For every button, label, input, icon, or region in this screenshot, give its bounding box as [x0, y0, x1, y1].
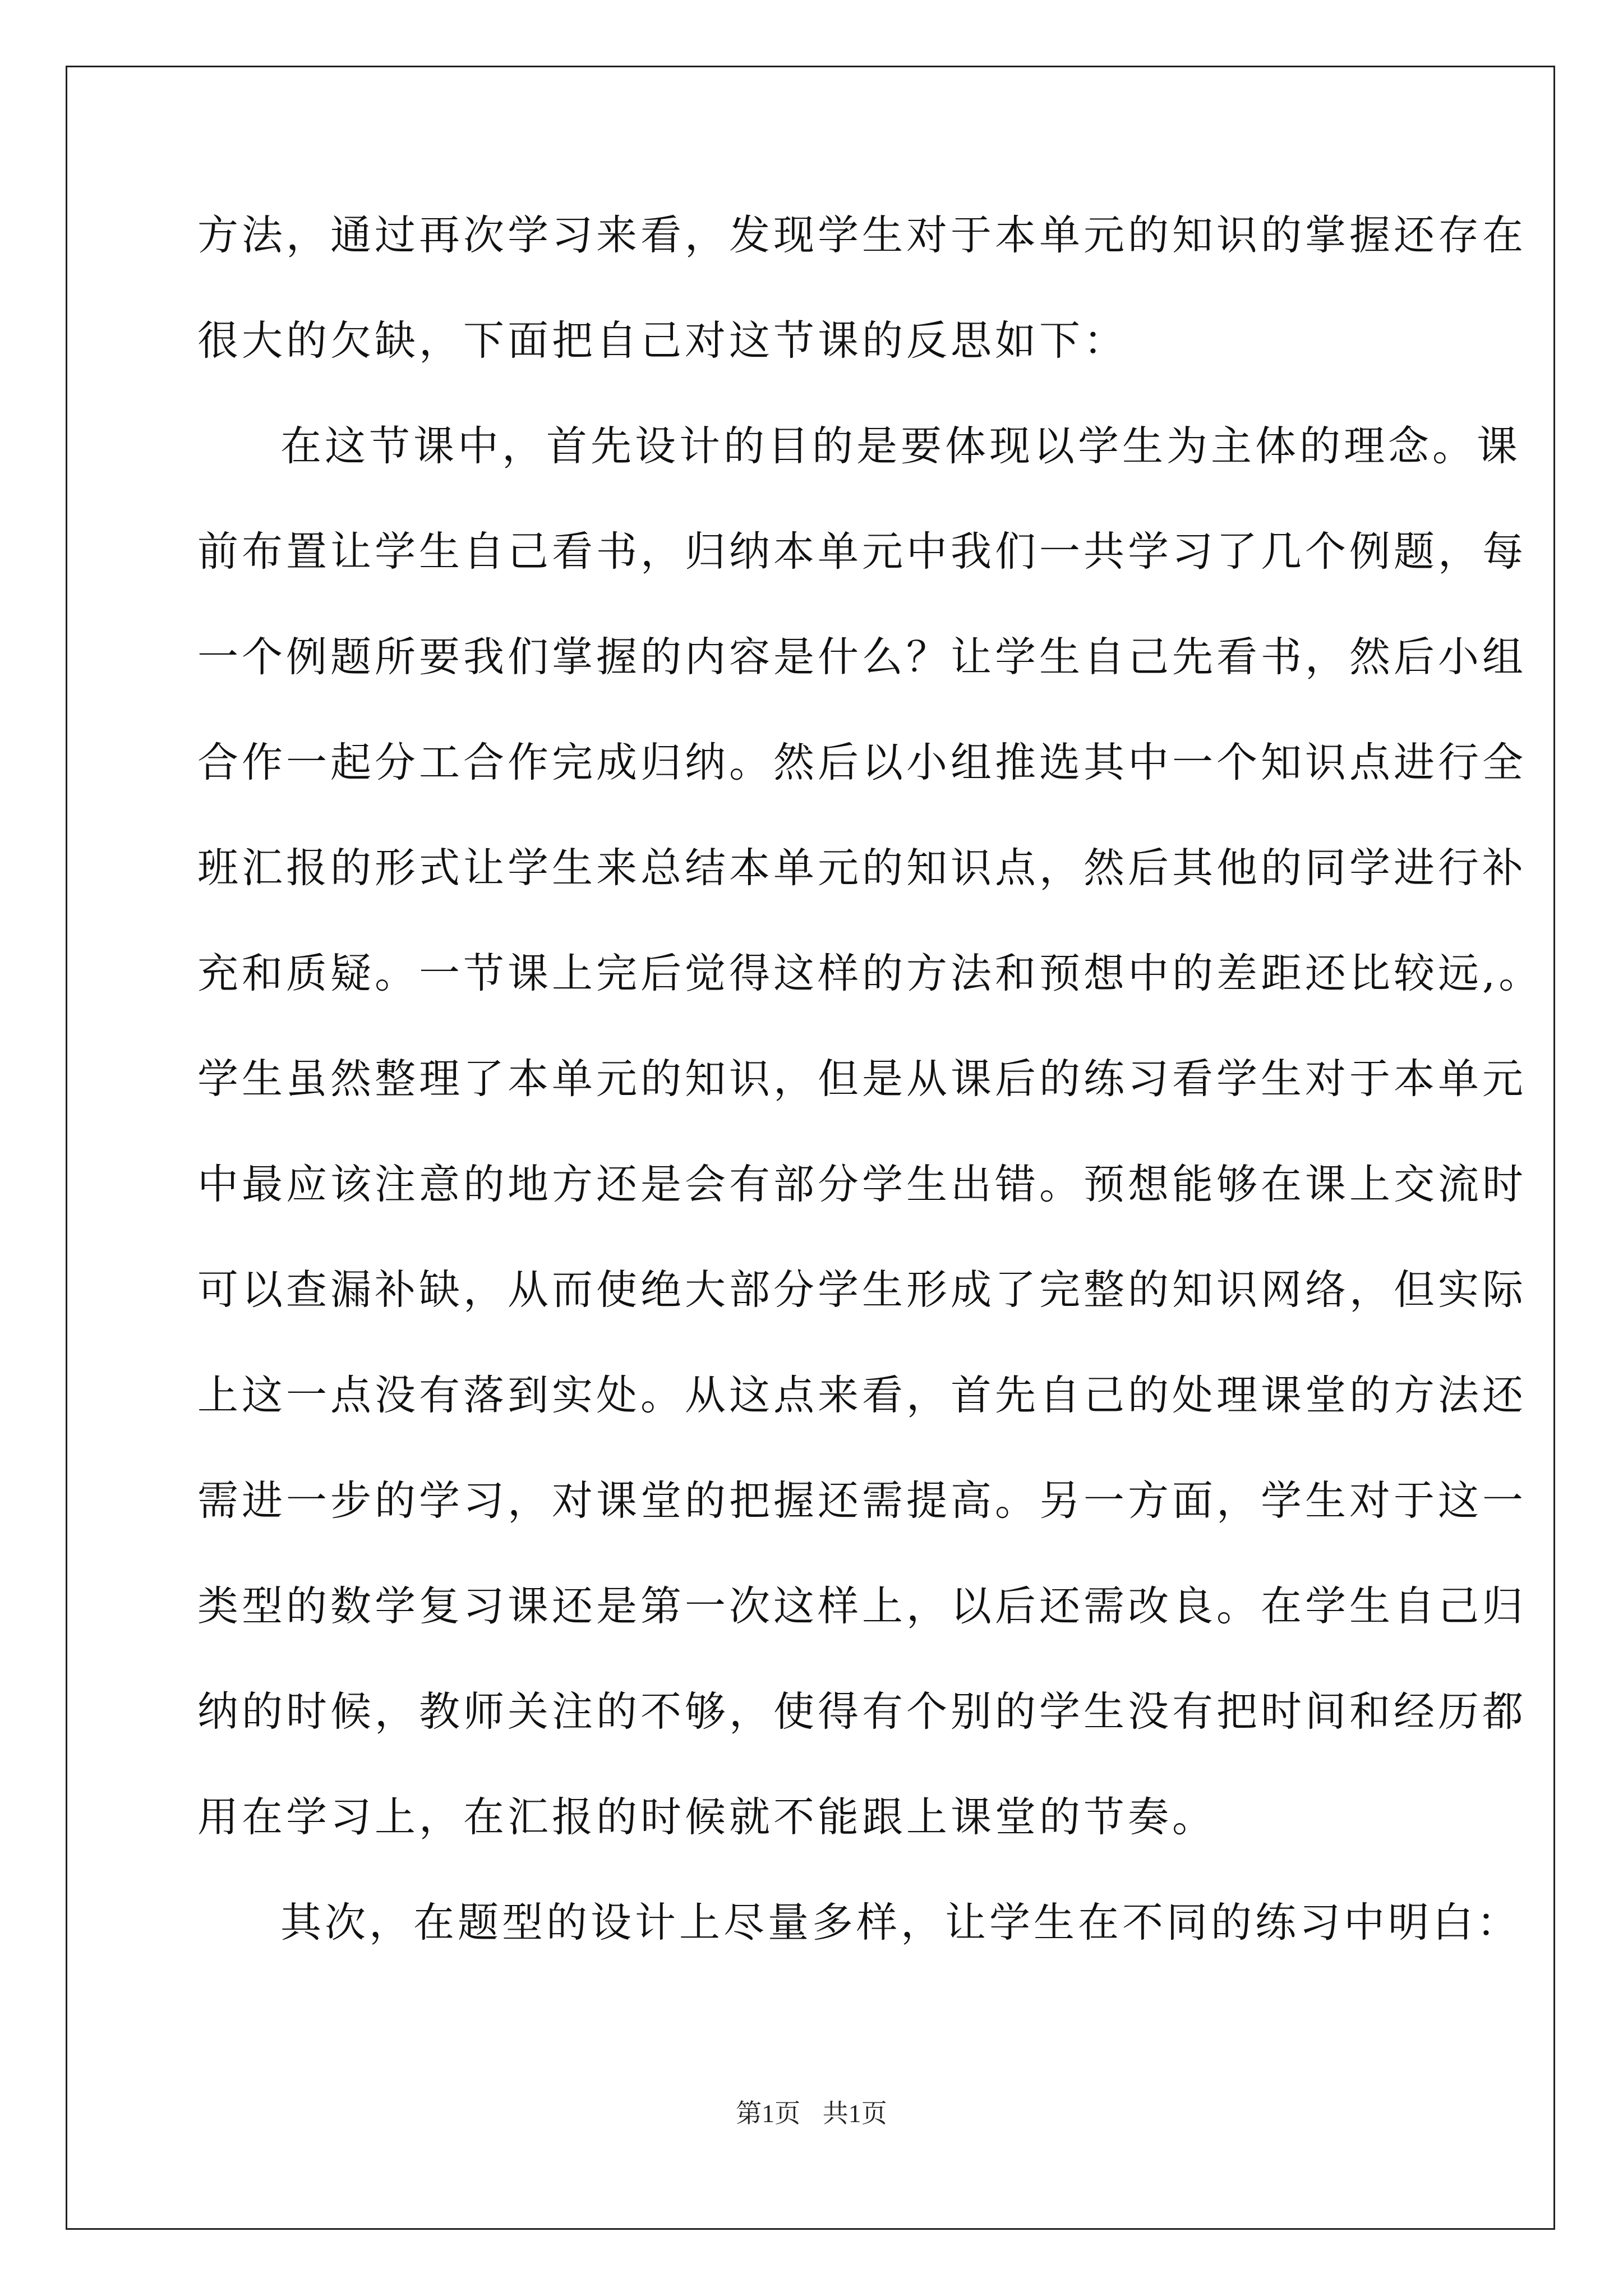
text-line: 很大的欠缺，下面把自己对这节课的反思如下： [197, 317, 1128, 365]
text-line: 上这一点没有落到实处。从这点来看，首先自己的处理课堂的方法还 [197, 1372, 1527, 1419]
text-line: 中最应该注意的地方还是会有部分学生出错。预想能够在课上交流时 [197, 1161, 1527, 1208]
page-footer [0, 2098, 1623, 2129]
text-line: 学生虽然整理了本单元的知识，但是从课后的练习看学生对于本单元 [197, 1055, 1527, 1103]
page-total: 共1页 [822, 2099, 887, 2128]
text-line: 班汇报的形式让学生来总结本单元的知识点，然后其他的同学进行补 [197, 844, 1527, 892]
paragraph-start-line: 在这节课中，首先设计的目的是要体现以学生为主体的理念。课 [280, 422, 1521, 470]
text-line: 纳的时候，教师关注的不够，使得有个别的学生没有把时间和经历都 [197, 1688, 1527, 1736]
page-number: 第1页 [736, 2099, 801, 2128]
text-line: 需进一步的学习，对课堂的把握还需提高。另一方面，学生对于这一 [197, 1477, 1527, 1525]
text-line: 合作一起分工合作完成归纳。然后以小组推选其中一个知识点进行全 [197, 739, 1527, 786]
text-line: 充和质疑。一节课上完后觉得这样的方法和预想中的差距还比较远,。 [197, 950, 1543, 997]
document-body [197, 210, 1543, 2003]
text-line: 类型的数学复习课还是第一次这样上，以后还需改良。在学生自己归 [197, 1582, 1527, 1630]
text-line: 方法，通过再次学习来看，发现学生对于本单元的知识的掌握还存在 [197, 211, 1527, 259]
text-line: 可以查漏补缺，从而使绝大部分学生形成了完整的知识网络，但实际 [197, 1266, 1527, 1314]
text-line: 前布置让学生自己看书，归纳本单元中我们一共学习了几个例题，每 [197, 528, 1527, 576]
text-line: 一个例题所要我们掌握的内容是什么？让学生自己先看书，然后小组 [197, 633, 1527, 681]
paragraph-start-line: 其次，在题型的设计上尽量多样，让学生在不同的练习中明白： [280, 1899, 1521, 1947]
text-line: 用在学习上，在汇报的时候就不能跟上课堂的节奏。 [197, 1793, 1216, 1841]
